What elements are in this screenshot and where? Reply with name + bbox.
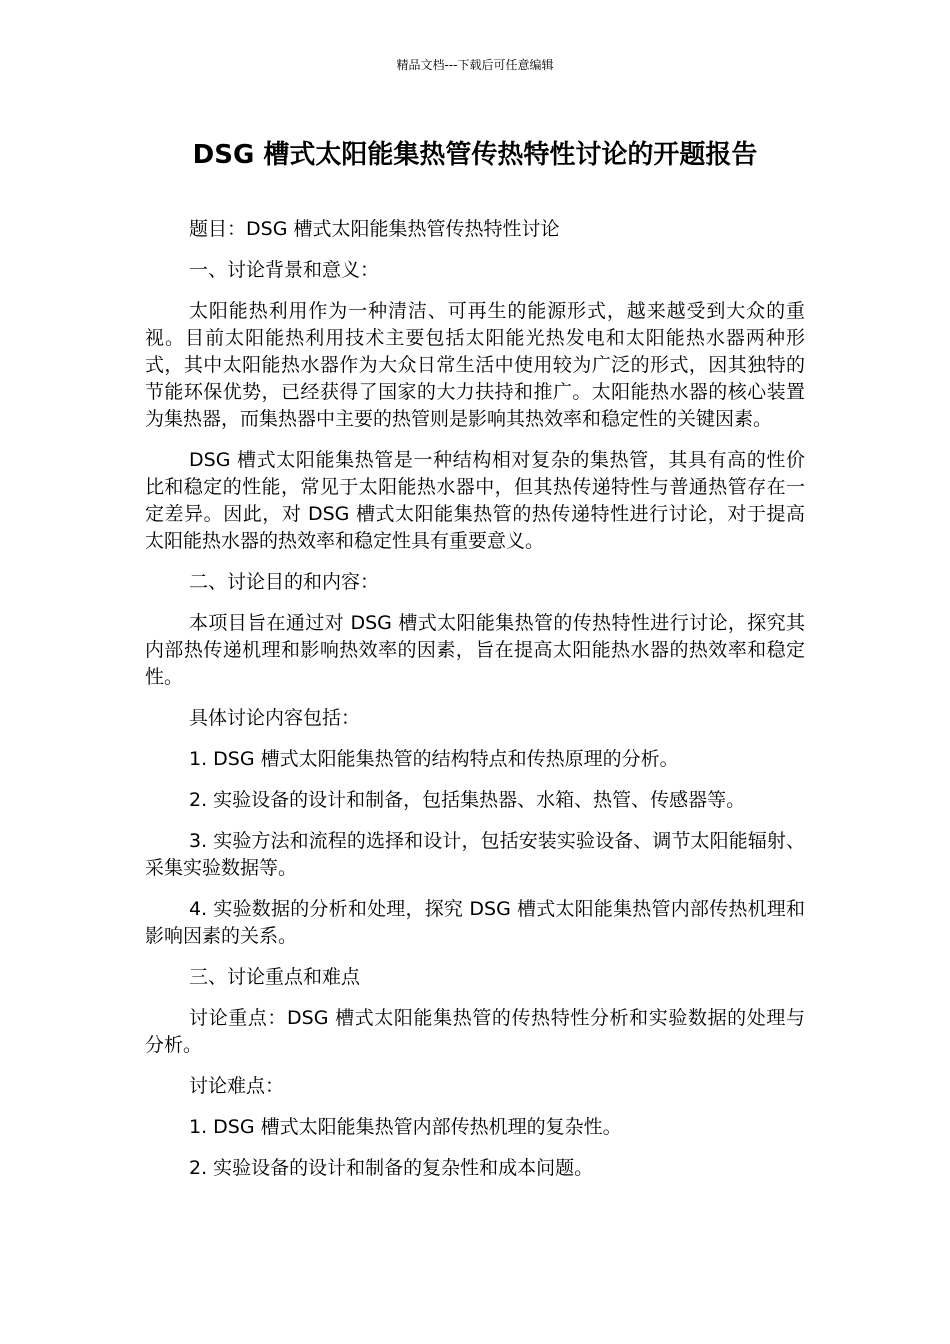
background-paragraph-2: DSG 槽式太阳能集热管是一种结构相对复杂的集热管，其具有高的性价比和稳定的性能，常见于太阳能热水器中，但其热传递特性与普通热管存在一定差异。因此，对 DSG 槽式太阳能集热管的热传递特性进行讨论，对于提高太阳能热水器的热效率和稳定性具有重要意义。 bbox=[145, 449, 805, 552]
document-title: DSG 槽式太阳能集热管传热特性讨论的开题报告 bbox=[192, 140, 758, 170]
section-heading-background: 一、讨论背景和意义： bbox=[189, 259, 380, 281]
focus-paragraph: 讨论重点：DSG 槽式太阳能集热管的传热特性分析和实验数据的处理与分析。 bbox=[145, 1007, 805, 1056]
difficulty-item-1: 1. DSG 槽式太阳能集热管内部传热机理的复杂性。 bbox=[189, 1116, 622, 1138]
content-list-item-4: 4. 实验数据的分析和处理，探究 DSG 槽式太阳能集热管内部传热机理和影响因素的关系。 bbox=[145, 898, 805, 947]
page-header: 精品文档---下载后可任意编辑 bbox=[396, 58, 554, 72]
section-heading-purpose: 二、讨论目的和内容： bbox=[189, 571, 380, 593]
section-heading-focus: 三、讨论重点和难点 bbox=[189, 966, 361, 988]
content-list-intro: 具体讨论内容包括： bbox=[189, 707, 361, 729]
difficulty-intro: 讨论难点： bbox=[189, 1075, 285, 1097]
content-list-item-3: 3. 实验方法和流程的选择和设计，包括安装实验设备、调节太阳能辐射、采集实验数据等。 bbox=[145, 830, 805, 879]
content-list-item-1: 1. DSG 槽式太阳能集热管的结构特点和传热原理的分析。 bbox=[189, 748, 679, 770]
content-list-item-2: 2. 实验设备的设计和制备，包括集热器、水箱、热管、传感器等。 bbox=[189, 789, 746, 811]
document-body bbox=[145, 216, 805, 1196]
background-paragraph-1: 太阳能热利用作为一种清洁、可再生的能源形式，越来越受到大众的重视。目前太阳能热利用技术主要包括太阳能光热发电和太阳能热水器两种形式，其中太阳能热水器作为大众日常生活中使用较为广泛的形式，因其独特的节能环保优势，已经获得了国家的大力扶持和推广。太阳能热水器的核心装置为集热器，而集热器中主要的热管则是影响其热效率和稳定性的关键因素。 bbox=[145, 300, 805, 430]
purpose-paragraph: 本项目旨在通过对 DSG 槽式太阳能集热管的传热特性进行讨论，探究其内部热传递机理和影响热效率的因素，旨在提高太阳能热水器的热效率和稳定性。 bbox=[145, 612, 805, 688]
difficulty-item-2: 2. 实验设备的设计和制备的复杂性和成本问题。 bbox=[189, 1157, 594, 1179]
topic-line: 题目：DSG 槽式太阳能集热管传热特性讨论 bbox=[189, 218, 560, 240]
